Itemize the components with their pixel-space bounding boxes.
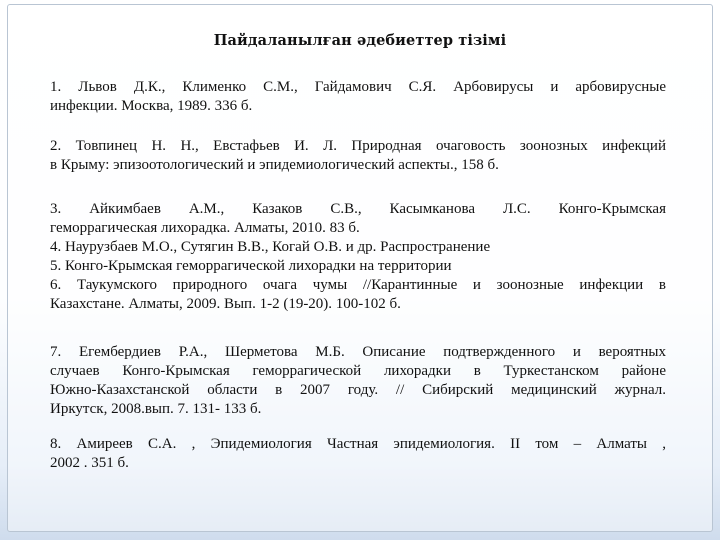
reference-1	[50, 78, 666, 116]
reference-line: 8. Амиреев С.А. , Эпидемиология Частная эпидемиология. II том – Алматы ,	[50, 436, 666, 452]
reference-line: 3. Айкимбаев А.М., Казаков С.В., Касымканова Л.С. Конго-Крымская	[50, 201, 666, 217]
reference-line: 7. Егембердиев Р.А., Шерметова М.Б. Описание подтвержденного и вероятных	[50, 344, 666, 360]
reference-line: Южно-Казахстанской области в 2007 году. // Сибирский медицинский журнал.	[50, 382, 666, 398]
reference-line: Казахстане. Алматы, 2009. Вып. 1-2 (19-20). 100-102 б.	[50, 296, 401, 312]
reference-line: 1. Львов Д.К., Клименко С.М., Гайдамович С.Я. Арбовирусы и арбовирусные	[50, 79, 666, 95]
reference-line: геморрагическая лихорадка. Алматы, 2010. 83 б.	[50, 220, 360, 236]
reference-line: 2. Товпинец Н. Н., Евстафьев И. Л. Природная очаговость зоонозных инфекций	[50, 138, 666, 154]
page-title: Пайдаланылған әдебиеттер тізімі	[213, 32, 507, 49]
reference-7	[50, 343, 666, 419]
reference-line: инфекции. Москва, 1989. 336 б.	[50, 98, 253, 114]
reference-line: случаев Конго-Крымская геморрагической лихорадки в Туркестанском районе	[50, 363, 666, 379]
reference-3-6	[50, 200, 666, 314]
reference-2	[50, 137, 666, 175]
reference-line: 6. Таукумского природного очага чумы //Карантинные и зоонозные инфекции в	[50, 277, 666, 293]
reference-line: 2002 . 351 б.	[50, 455, 129, 471]
reference-line: Иркутск, 2008.вып. 7. 131- 133 б.	[50, 401, 262, 417]
reference-line: 5. Конго-Крымская геморрагической лихорадки на территории	[50, 258, 452, 274]
reference-line: 4. Наурузбаев М.О., Сутягин В.В., Когай О.В. и др. Распространение	[50, 239, 491, 255]
reference-line: в Крыму: эпизоотологический и эпидемиологический аспекты., 158 б.	[50, 157, 499, 173]
reference-8	[50, 435, 666, 473]
